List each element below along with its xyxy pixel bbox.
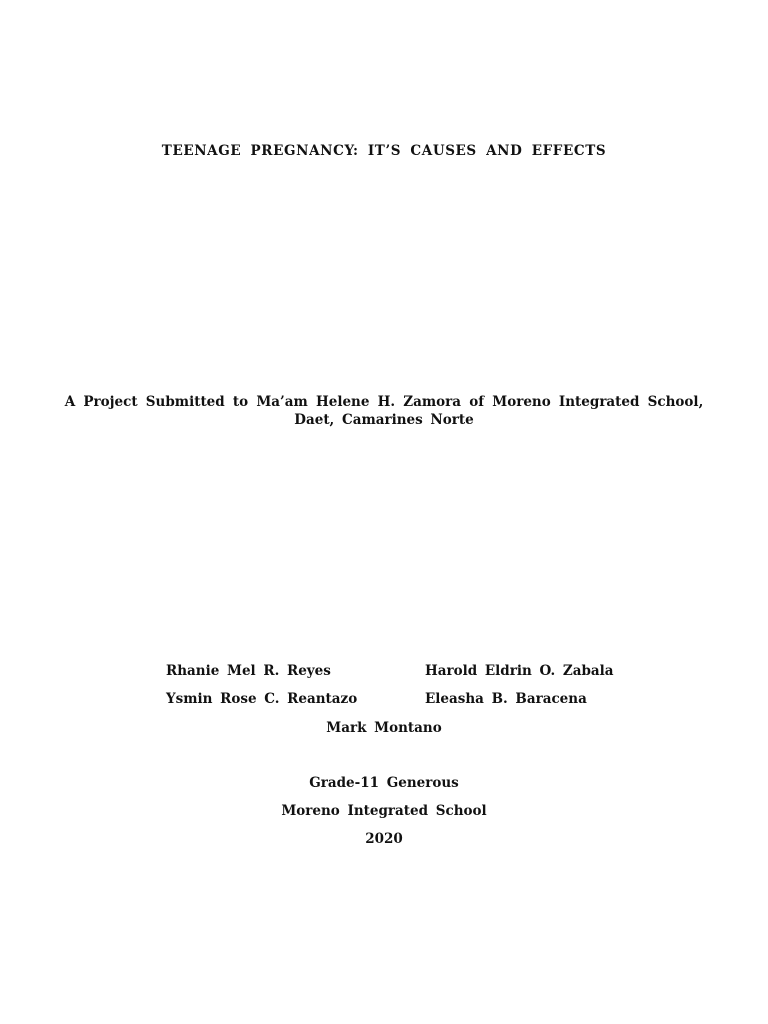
submission-statement-line-1: A Project Submitted to Ma’am Helene H. Zamora of Moreno Integrated School, <box>64 394 704 410</box>
author-name: Ysmin Rose C. Reantazo <box>166 691 358 707</box>
grade-section: Grade-11 Generous <box>309 775 459 791</box>
school-name: Moreno Integrated School <box>281 803 487 819</box>
document-title: TEENAGE PREGNANCY: IT’S CAUSES AND EFFECTS <box>161 143 607 159</box>
author-name: Mark Montano <box>326 720 442 736</box>
submission-statement-line-2: Daet, Camarines Norte <box>294 412 474 428</box>
author-name: Harold Eldrin O. Zabala <box>425 663 614 679</box>
author-name: Rhanie Mel R. Reyes <box>166 663 331 679</box>
document-year: 2020 <box>365 831 403 847</box>
author-name: Eleasha B. Baracena <box>425 691 587 707</box>
